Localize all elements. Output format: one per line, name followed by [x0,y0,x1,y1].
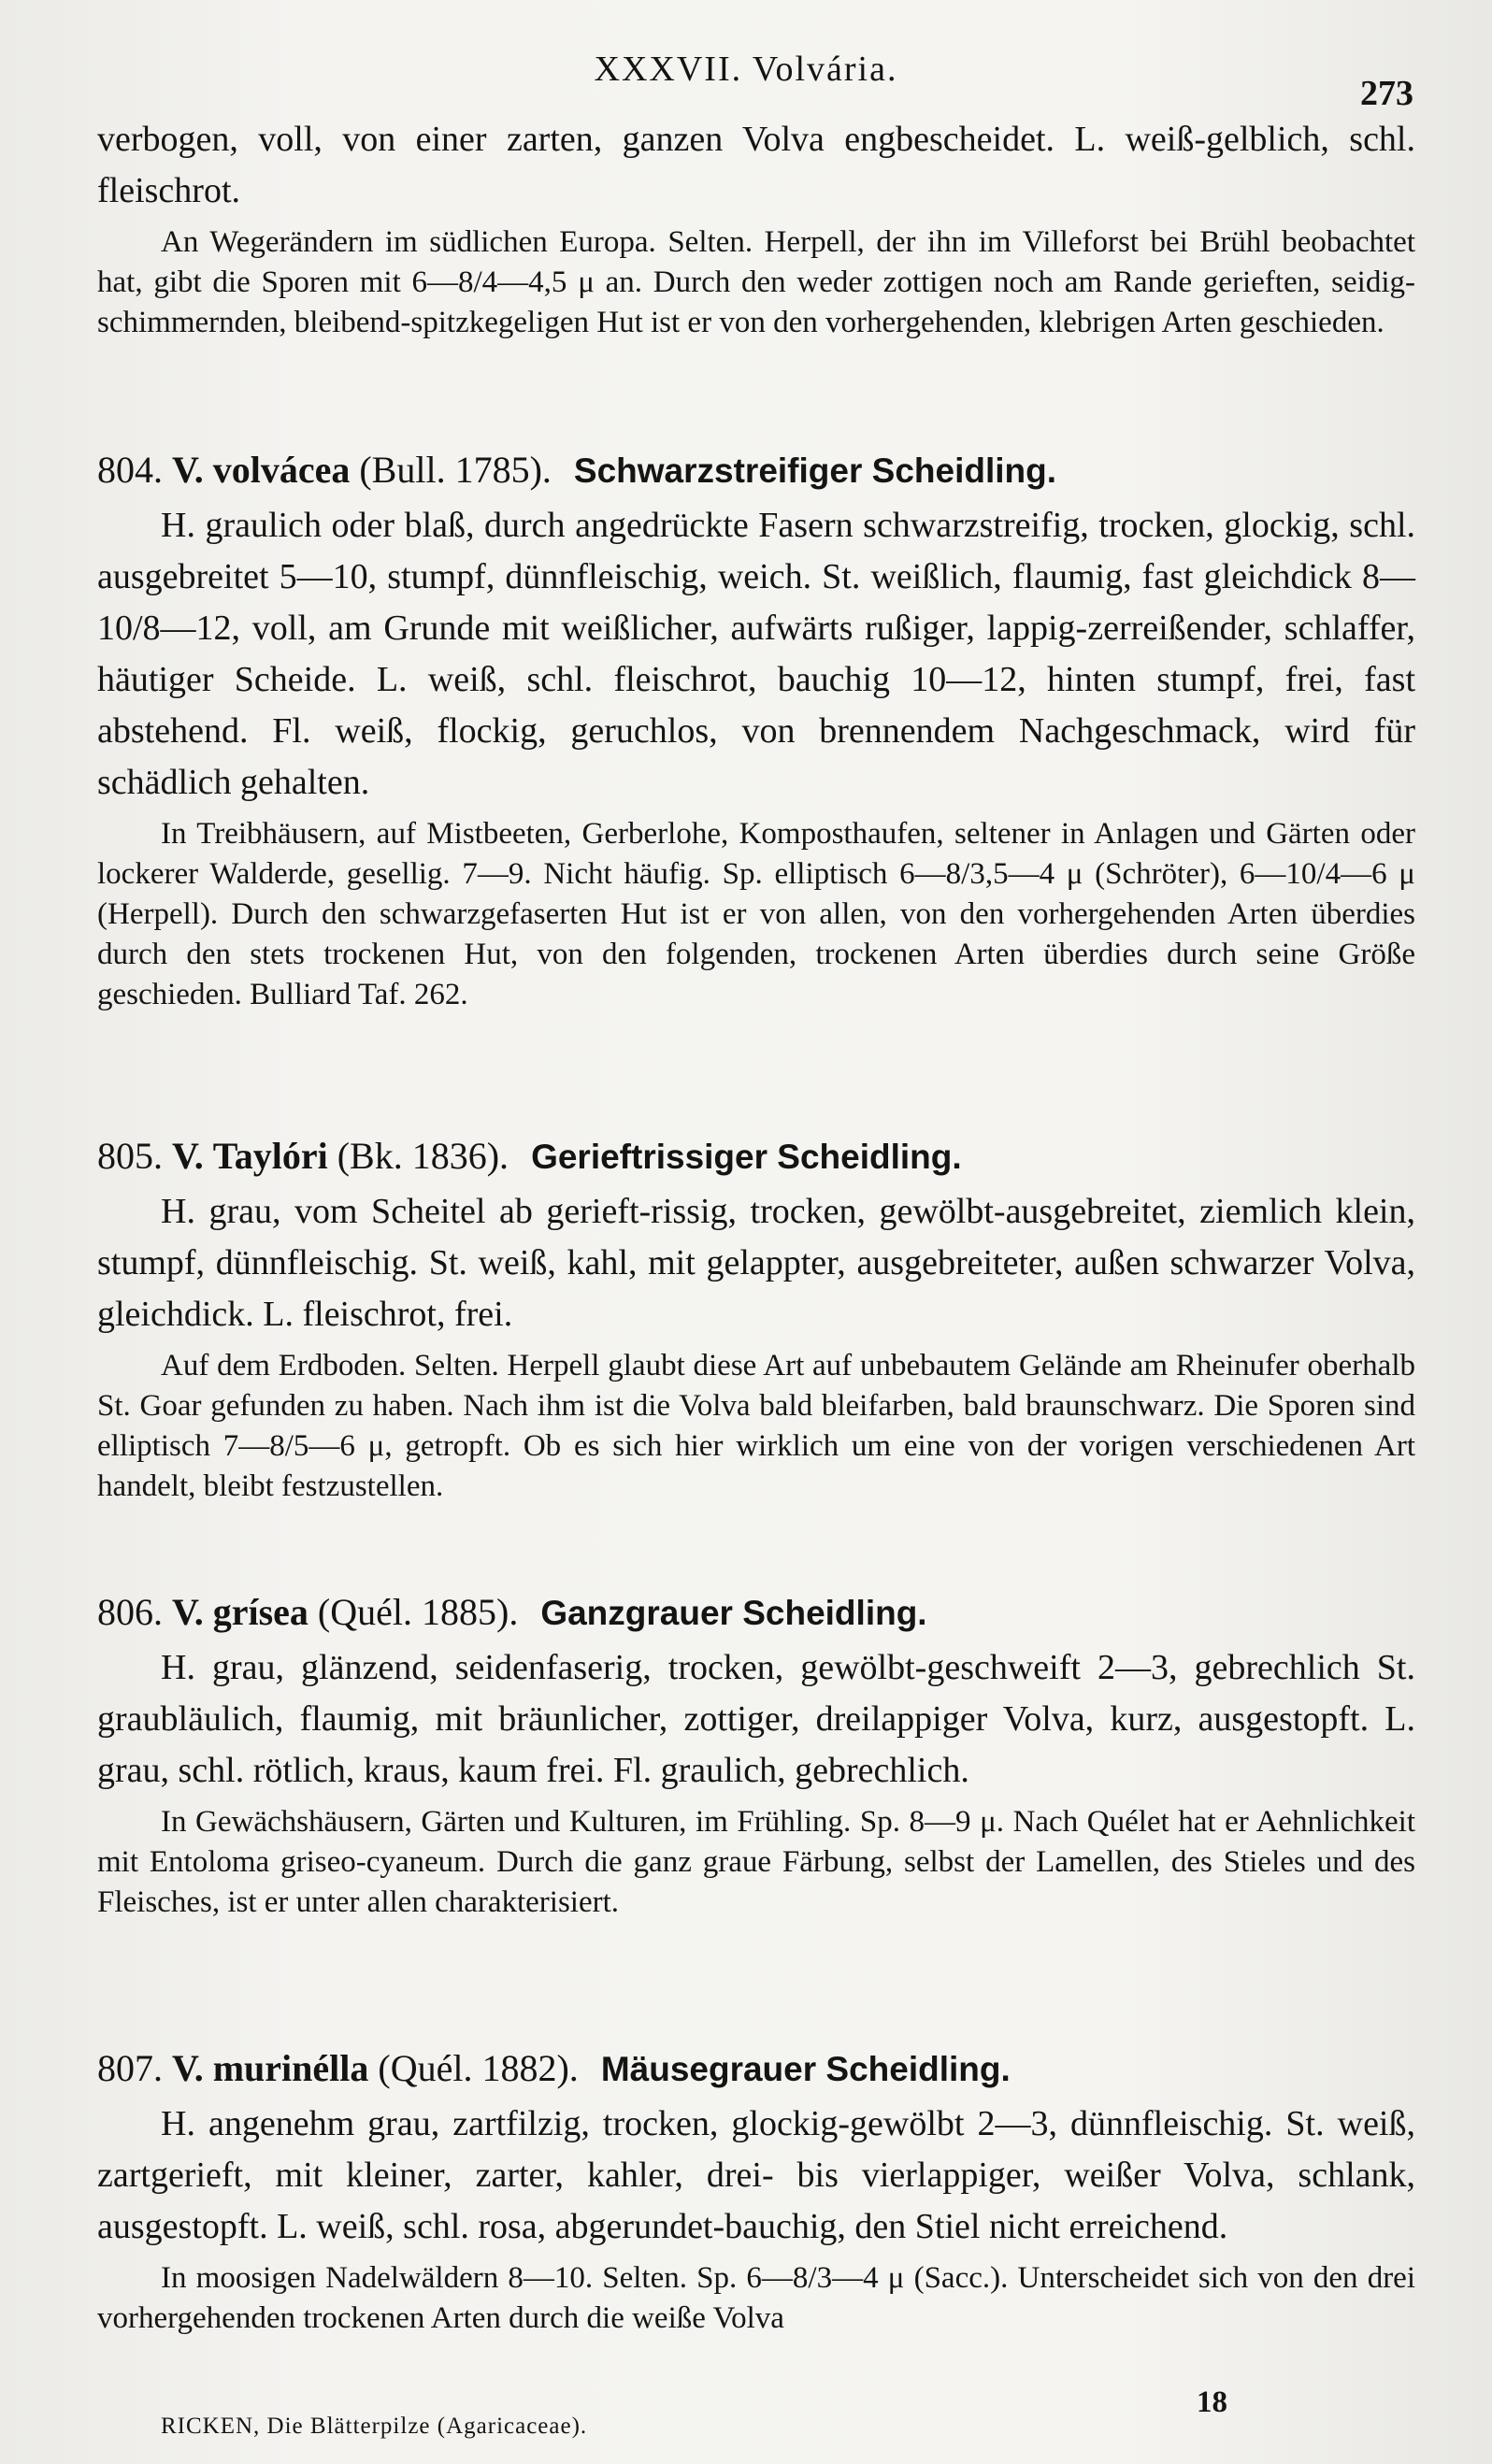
entry-species: Taylóri [212,1135,328,1177]
entry-note: In Gewächshäusern, Gärten und Kulturen, im Frühling. Sp. 8—9 μ. Nach Quélet hat er Aehnlichkeit mit Entoloma griseo-cyaneum. Durch die ganz graue Färbung, selbst der Lamellen, des Stieles und des Fleisches, ist er unter allen charakterisiert. [97,1805,1415,1919]
entry-description: H. graulich oder blaß, durch angedrückte Fasern schwarzstreifig, trocken, glockig, schl. ausgebreitet 5—10, stumpf, dünnfleischig, weich. St. weißlich, flaumig, fast gleichdick 8—10/8—12, voll, am Grunde mit weißlicher, aufwärts rußiger, lappig-zerreißender, schlaffer, häutiger Scheide. L. weiß, schl. fleischrot, bauchig 10—12, hinten stumpf, frei, fast abstehend. Fl. weiß, flockig, geruchlos, von brennendem Nachgeschmack, wird für schädlich gehalten. [97,506,1415,802]
entry-note: In Treibhäusern, auf Mistbeeten, Gerberlohe, Komposthaufen, seltener in Anlagen und Gärten oder lockerer Walderde, gesellig. 7—9. Nicht häufig. Sp. elliptisch 6—8/3,5—4 μ (Schröter), 6—10/4—6 μ (Herpell). Durch den schwarzgefaserten Hut ist er von allen, von den vorhergehenden Arten überdies durch den stets trockenen Hut, von den folgenden, trockenen Arten überdies durch seine Größe geschieden. Bulliard Taf. 262. [97,817,1415,1011]
entry-genus: V. [172,449,204,491]
entry-authority: (Quél. 1885). [317,1591,519,1633]
entry-heading [97,447,1415,494]
entry-species: murinélla [212,2047,369,2089]
entry-german-name: Mäusegrauer Scheidling. [600,2050,1011,2088]
entry-genus: V. [172,1135,204,1177]
entry-genus: V. [172,2047,204,2089]
entry-number: 805. [97,1135,163,1177]
entry-genus: V. [172,1591,204,1633]
running-head: XXXVII. Volvária. [594,50,898,89]
entry-number: 804. [97,449,163,491]
entry-description: H. grau, vom Scheitel ab gerieft-rissig, trocken, gewölbt-ausgebreitet, ziemlich klein, stumpf, dünnfleischig. St. weiß, kahl, mit gelappter, ausgebreiteter, außen schwarzer Volva, gleichdick. L. fleischrot, frei. [97,1192,1415,1334]
signature-mark: 18 [1197,2385,1227,2419]
entry-german-name: Schwarzstreifiger Scheidling. [573,451,1056,490]
entry-heading [97,1589,1415,1637]
intro-continuation [97,114,1415,343]
entry-description: H. angenehm grau, zartfilzig, trocken, glockig-gewölbt 2—3, dünnfleischig. St. weiß, zartgerieft, mit kleiner, zarter, kahler, drei- bis vierlappiger, weißer Volva, schlank, ausgestopft. L. weiß, schl. rosa, abgerundet-bauchig, den Stiel nicht erreichend. [97,2104,1415,2246]
entry-806 [97,1589,1415,1923]
entry-description: H. grau, glänzend, seidenfaserig, trocken, gewölbt-geschweift 2—3, gebrechlich St. graubläulich, flaumig, mit bräunlicher, zottiger, dreilappiger Volva, kurz, ausgestopft. L. grau, schl. rötlich, kraus, kaum frei. Fl. graulich, gebrechlich. [97,1648,1415,1790]
entry-heading [97,1133,1415,1181]
entry-german-name: Gerieftrissiger Scheidling. [531,1138,962,1176]
entry-note: In moosigen Nadelwäldern 8—10. Selten. Sp. 6—8/3—4 μ (Sacc.). Unterscheidet sich von den drei vorhergehenden trockenen Arten durch die weiße Volva [97,2261,1415,2335]
entry-number: 806. [97,1591,163,1633]
entry-804 [97,447,1415,1015]
entry-german-name: Ganzgrauer Scheidling. [540,1594,927,1632]
entry-species: volvácea [212,449,351,491]
entry-heading [97,2045,1415,2093]
entry-species: grísea [212,1591,308,1633]
page-number: 273 [1360,74,1413,113]
entry-number: 807. [97,2047,163,2089]
entry-805 [97,1133,1415,1507]
entry-authority: (Bk. 1836). [337,1135,509,1177]
intro-description: verbogen, voll, von einer zarten, ganzen Volva engbescheidet. L. weiß-gelblich, schl. fleischrot. [97,120,1415,210]
entry-807 [97,2045,1415,2339]
entry-authority: (Quél. 1882). [378,2047,579,2089]
entry-note: Auf dem Erdboden. Selten. Herpell glaubt diese Art auf unbebautem Gelände am Rheinufer oberhalb St. Goar gefunden zu haben. Nach ihm ist die Volva bald bleifarben, bald braunschwarz. Die Sporen sind elliptisch 7—8/5—6 μ, getropft. Ob es sich hier wirklich um eine von der vorigen verschiedenen Art handelt, bleibt festzustellen. [97,1349,1415,1503]
entry-authority: (Bull. 1785). [359,449,552,491]
intro-note: An Wegerändern im südlichen Europa. Selten. Herpell, der ihn im Villeforst bei Brühl beobachtet hat, gibt die Sporen mit 6—8/4—4,5 μ an. Durch den weder zottigen noch am Rande gerieften, seidig-schimmernden, bleibend-spitzkegeligen Hut ist er von den vorhergehenden, klebrigen Arten geschieden. [97,225,1415,339]
page-footer: RICKEN, Die Blätterpilze (Agaricaceae). [161,2414,588,2439]
